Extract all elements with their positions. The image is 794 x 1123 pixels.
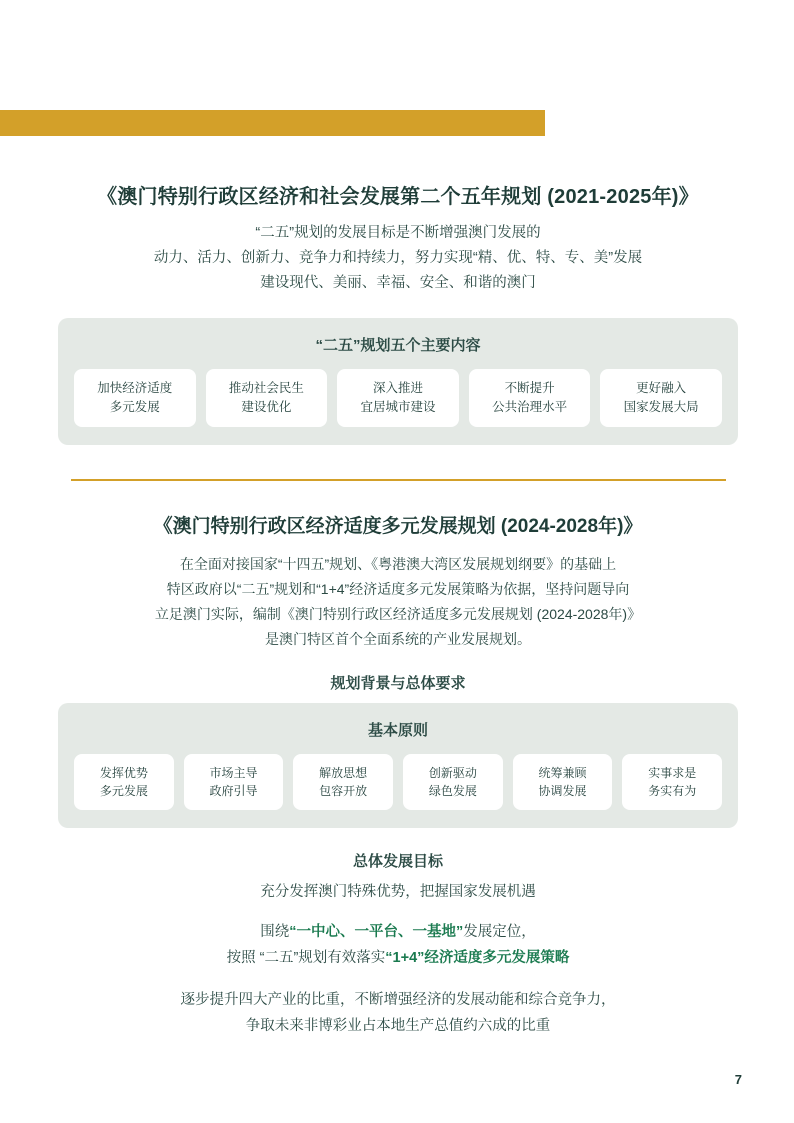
card-line1: 发挥优势 bbox=[99, 766, 148, 780]
content-card bbox=[600, 369, 722, 427]
principle-card bbox=[184, 754, 284, 810]
content-card bbox=[469, 369, 591, 427]
principle-card bbox=[74, 754, 174, 810]
page-content bbox=[58, 180, 738, 1039]
goal-line-3-pre: 按照 “二五”规划有效落实 bbox=[226, 950, 386, 966]
card-line2: 国家发展大局 bbox=[623, 400, 699, 414]
section1-panel-title: “二五”规划五个主要内容 bbox=[315, 337, 481, 354]
goal-line-3-highlight: “1+4”经济适度多元发展策略 bbox=[385, 950, 570, 966]
card-line2: 协调发展 bbox=[538, 784, 587, 798]
principle-card bbox=[622, 754, 722, 810]
section2-para-line1: 在全面对接国家“十四五”规划、《粤港澳大湾区发展规划纲要》的基础上 bbox=[179, 556, 617, 572]
section1-lead-line1: “二五”规划的发展目标是不断增强澳门发展的 bbox=[255, 225, 541, 241]
goal-line-2 bbox=[58, 919, 738, 945]
card-line2: 政府引导 bbox=[209, 784, 258, 798]
principle-card bbox=[293, 754, 393, 810]
goal-line-2-highlight: “一中心、一平台、一基地” bbox=[289, 924, 464, 940]
section1-lead-line3: 建设现代、美丽、幸福、安全、和谐的澳门 bbox=[260, 275, 536, 291]
principle-card bbox=[403, 754, 503, 810]
section1-title: 《澳门特别行政区经济和社会发展第二个五年规划 (2021-2025年)》 bbox=[97, 186, 699, 208]
card-line1: 实事求是 bbox=[648, 766, 697, 780]
card-line1: 深入推进 bbox=[372, 381, 423, 395]
card-line2: 多元发展 bbox=[109, 400, 160, 414]
card-line1: 推动社会民生 bbox=[228, 381, 304, 395]
goal-tail-line-1: 逐步提升四大产业的比重，不断增强经济的发展动能和综合竞争力， bbox=[180, 992, 616, 1008]
section2-para-line2: 特区政府以“二五”规划和“1+4”经济适度多元发展策略为依据，坚持问题导向 bbox=[166, 581, 630, 597]
goal-line-1: 充分发挥澳门特殊优势，把握国家发展机遇 bbox=[260, 884, 536, 900]
section1-lead bbox=[58, 221, 738, 296]
goal-line-3 bbox=[58, 945, 738, 971]
section2-panel-title: 基本原则 bbox=[367, 722, 428, 739]
card-line1: 统筹兼顾 bbox=[538, 766, 587, 780]
content-card bbox=[337, 369, 459, 427]
card-line1: 加快经济适度 bbox=[97, 381, 173, 395]
card-line2: 公共治理水平 bbox=[492, 400, 568, 414]
card-line1: 创新驱动 bbox=[428, 766, 477, 780]
section2-para-line4: 是澳门特区首个全面系统的产业发展规划。 bbox=[265, 631, 531, 647]
goal-line-2-post: 发展定位， bbox=[463, 924, 536, 940]
card-line2: 绿色发展 bbox=[428, 784, 477, 798]
content-card bbox=[74, 369, 196, 427]
goal-head: 总体发展目标 bbox=[352, 853, 443, 870]
card-line1: 更好融入 bbox=[636, 381, 687, 395]
card-line1: 解放思想 bbox=[319, 766, 368, 780]
card-line2: 包容开放 bbox=[319, 784, 368, 798]
card-line2: 务实有为 bbox=[648, 784, 697, 798]
section-divider bbox=[71, 479, 726, 481]
principle-card bbox=[513, 754, 613, 810]
section1-panel bbox=[58, 318, 738, 445]
page-number: 7 bbox=[734, 1072, 742, 1087]
section2-card-row bbox=[74, 754, 722, 810]
goal-tail-line-2: 争取未来非博彩业占本地生产总值约六成的比重 bbox=[245, 1018, 551, 1034]
content-card bbox=[206, 369, 328, 427]
section2-title: 《澳门特别行政区经济适度多元发展规划 (2024-2028年)》 bbox=[153, 516, 643, 537]
goal-highlight-block bbox=[58, 919, 738, 971]
section2-panel bbox=[58, 703, 738, 828]
top-accent-bar bbox=[0, 110, 545, 136]
card-line2: 建设优化 bbox=[241, 400, 292, 414]
card-line1: 市场主导 bbox=[209, 766, 258, 780]
section2-paragraph bbox=[58, 552, 738, 652]
goal-line-2-pre: 围绕 bbox=[260, 924, 290, 940]
section2-para-line3: 立足澳门实际，编制《澳门特别行政区经济适度多元发展规划 (2024-2028年)》 bbox=[154, 606, 642, 622]
card-line1: 不断提升 bbox=[504, 381, 555, 395]
goal-tail-block bbox=[58, 987, 738, 1039]
section2-subhead: 规划背景与总体要求 bbox=[330, 675, 466, 692]
section1-card-row bbox=[74, 369, 722, 427]
card-line2: 宜居城市建设 bbox=[360, 400, 436, 414]
card-line2: 多元发展 bbox=[99, 784, 148, 798]
section1-lead-line2: 动力、活力、创新力、竞争力和持续力，努力实现“精、优、特、专、美”发展 bbox=[153, 250, 643, 266]
